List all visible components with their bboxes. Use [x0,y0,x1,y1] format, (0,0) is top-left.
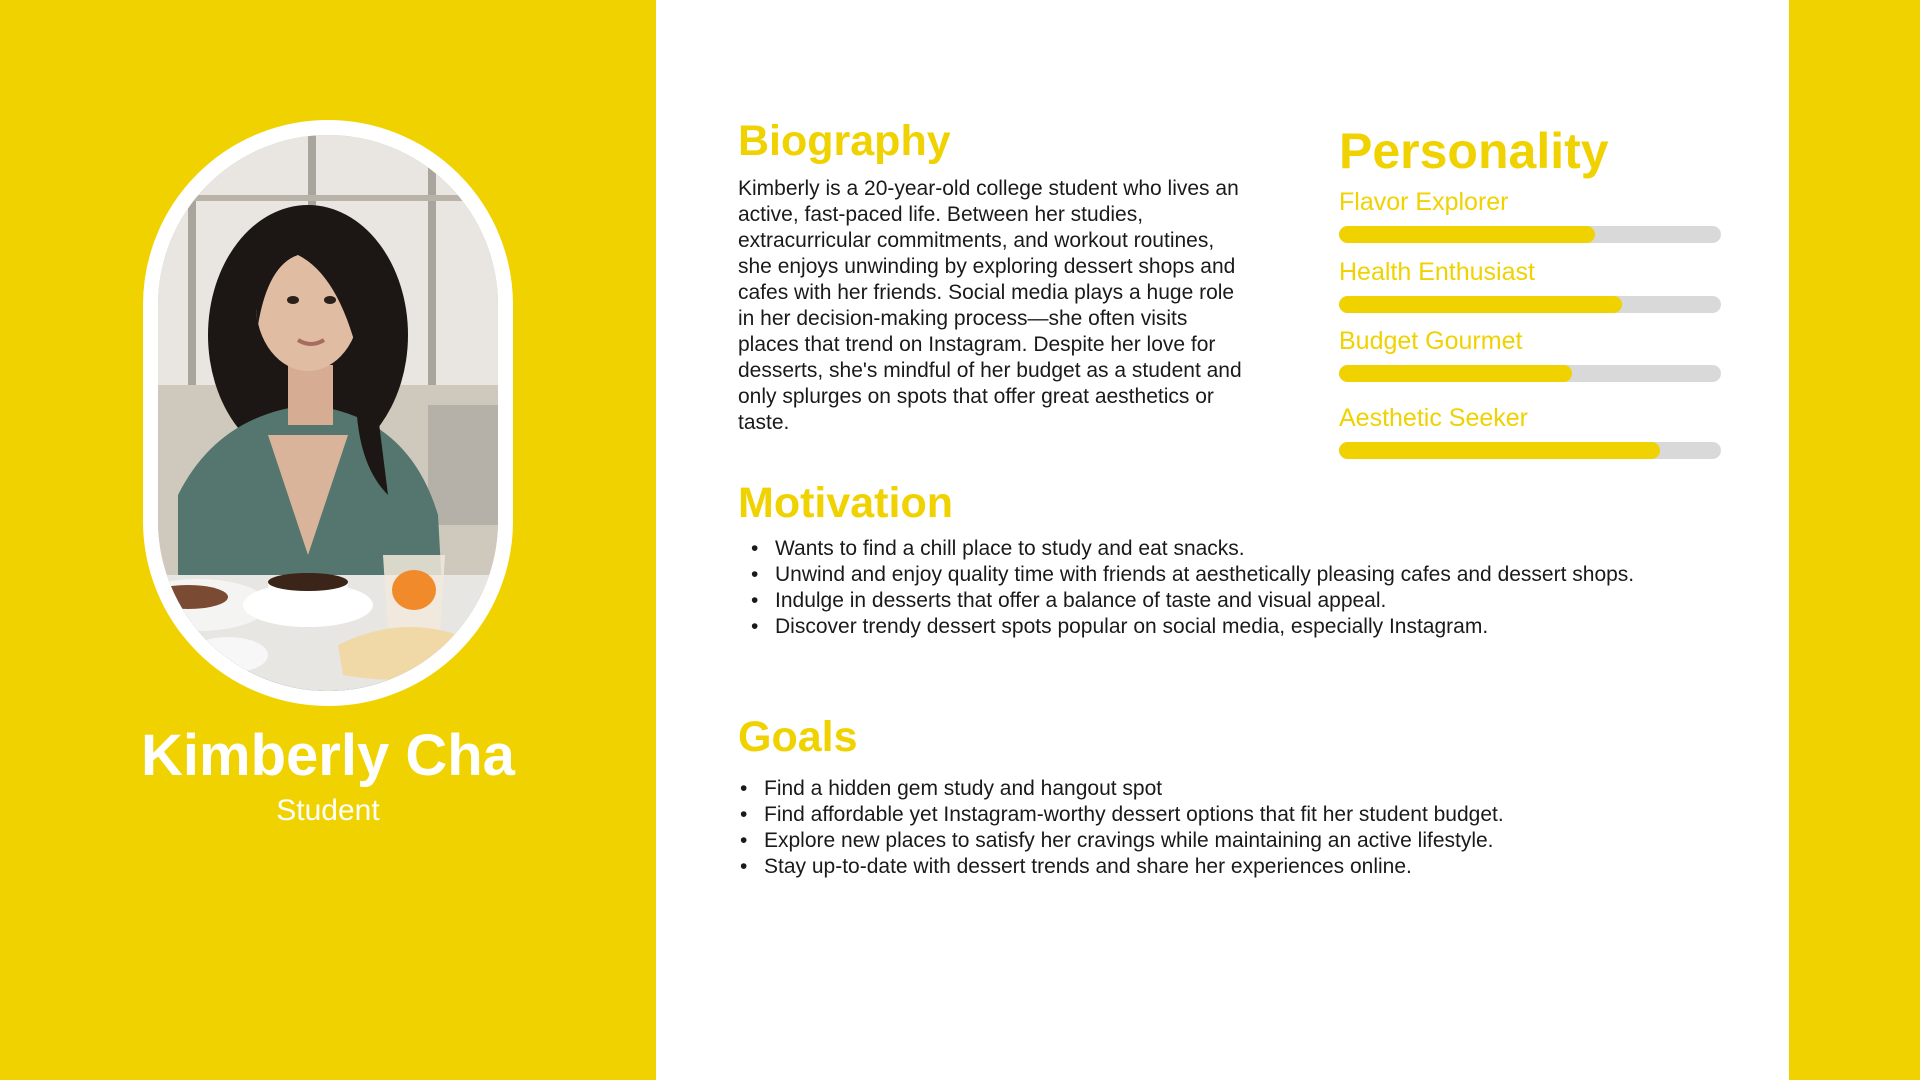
goal-item: • Explore new places to satisfy her cravings while maintaining an active lifestyle. [764,828,1714,854]
trait-bar-fill [1339,442,1660,459]
trait-bar-track [1339,442,1721,459]
trait-bar-track [1339,226,1721,243]
motivation-item: • Wants to find a chill place to study and eat snacks. [775,536,1715,562]
biography-title: Biography [738,117,951,165]
goals-list [764,776,1714,880]
motivation-list [775,536,1715,640]
motivation-item: • Unwind and enjoy quality time with friends at aesthetically pleasing cafes and dessert shops. [775,562,1715,588]
trait-label: Budget Gourmet [1339,327,1523,355]
trait-label: Health Enthusiast [1339,258,1535,286]
persona-name: Kimberly Cha [141,723,515,788]
persona-photo [143,120,513,706]
motivation-item: • Indulge in desserts that offer a balance of taste and visual appeal. [775,588,1715,614]
trait-bar-track [1339,296,1721,313]
trait-bar-track [1339,365,1721,382]
trait-label: Aesthetic Seeker [1339,404,1528,432]
biography-text: Kimberly is a 20-year-old college student who lives an active, fast-paced life. Between her studies, extracurricular commitments, and workout routines, she enjoys unwinding by exploring dessert shops and cafes with her friends. Social media plays a huge role in her decision-making process—she often visits places that trend on Instagram. Despite her love for desserts, she's mindful of her budget as a student and only splurges on spots that offer great aesthetics or taste. [738,177,1242,434]
trait-aesthetic-seeker [1339,402,1721,459]
persona-photo-illustration [158,135,498,691]
right-accent-strip [1789,0,1920,1080]
goal-item: • Stay up-to-date with dessert trends and share her experiences online. [764,854,1714,880]
trait-bar-fill [1339,365,1572,382]
persona-role: Student [276,794,380,827]
trait-bar-fill [1339,296,1622,313]
goal-item: • Find a hidden gem study and hangout spot [764,776,1714,802]
trait-budget-gourmet [1339,325,1721,382]
motivation-item: • Discover trendy dessert spots popular on social media, especially Instagram. [775,614,1715,640]
trait-flavor-explorer [1339,186,1721,243]
goal-item: • Find affordable yet Instagram-worthy dessert options that fit her student budget. [764,802,1714,828]
goals-title: Goals [738,713,858,761]
trait-bar-fill [1339,226,1595,243]
trait-label: Flavor Explorer [1339,188,1509,216]
trait-health-enthusiast [1339,256,1721,313]
motivation-title: Motivation [738,479,953,527]
personality-title: Personality [1339,123,1609,179]
